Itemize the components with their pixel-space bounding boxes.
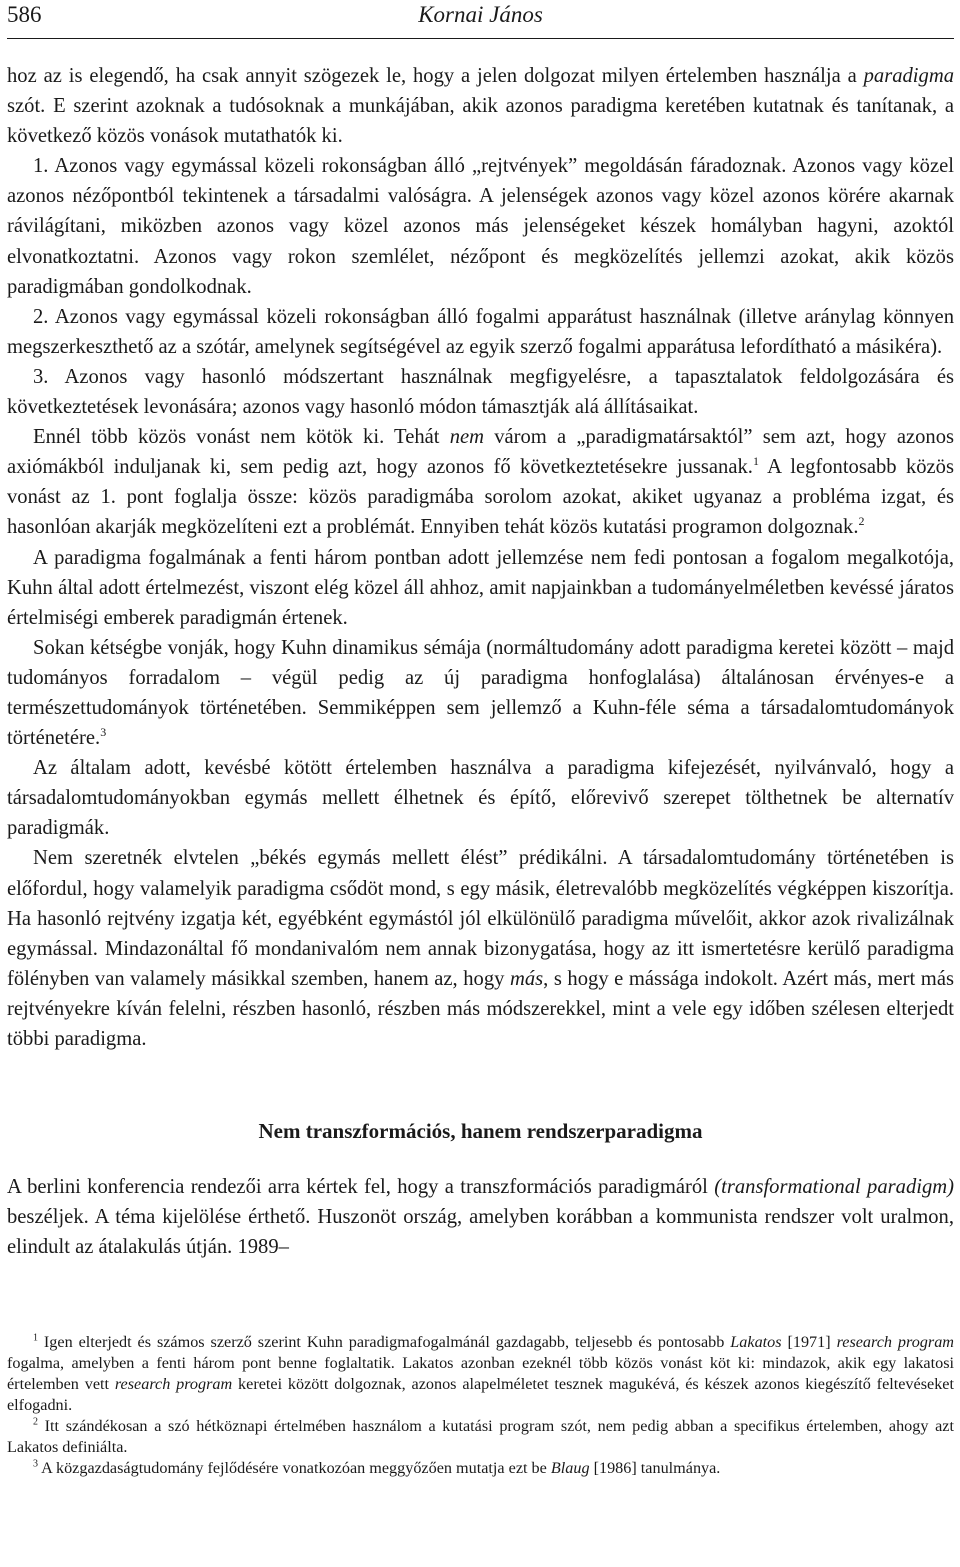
footnote-ref: 1 xyxy=(752,454,759,469)
text-run: Igen elterjedt és számos szerző szerint Kuhn paradigmafogalmánál gazdagabb, teljesebb és pontosabb xyxy=(38,1333,731,1352)
paragraph xyxy=(7,753,954,843)
text-run: keretei között dolgoznak, azonos alapelméletet tesznek magukévá, és készek azonos kiegészítő feltevéseket elfogadni. xyxy=(7,1375,954,1415)
text-run: 2. Azonos vagy egymással közeli rokonságban álló fogalmi apparátust használnak (illetve aránylag könnyen megszerkeszthető az a szótár, amelynek segítségével az egyik szerző fogalmi apparátusa lefordítható a másikéra). xyxy=(7,305,954,358)
italic-text: paradigma xyxy=(863,65,954,87)
paragraph xyxy=(7,633,954,753)
paragraph xyxy=(7,151,954,301)
text-run: hoz az is elegendő, ha csak annyit szögezek le, hogy a jelen dolgozat milyen értelemben használja a xyxy=(7,65,864,87)
footnotes xyxy=(7,1332,954,1479)
text-run: szót. E szerint azoknak a tudósoknak a munkájában, akik azonos paradigma keretében kutatnak és tanítanak, a következő közös vonások mutathatók ki. xyxy=(7,95,954,148)
text-run: A berlini konferencia rendezői arra kértek fel, hogy a transzformációs paradigmáról xyxy=(7,1176,715,1199)
page xyxy=(7,0,954,1479)
text-run: fogalma, amelyben a fenti három pont benne foglaltatik. Lakatos azonban ezeknél több közös vonást köt ki: mindazok, akik egy lakatosi értelemben vett xyxy=(7,1354,954,1394)
text-run: A paradigma fogalmának a fenti három pontban adott jellemzése nem fedi pontosan a fogalom megalkotója, Kuhn által adott értelmezést, viszont elég közel áll ahhoz, amit napjainkban a tudományelméletben kevéssé járatos értelmiségi emberek paradigmán értenek. xyxy=(7,546,954,629)
paragraph xyxy=(7,543,954,633)
text-run: [1971] xyxy=(781,1333,837,1352)
paragraph xyxy=(7,843,954,1054)
italic-text: research program xyxy=(836,1333,954,1352)
running-title: Kornai János xyxy=(418,2,543,27)
paragraph xyxy=(7,61,954,151)
text-run: Nem szeretnék elvtelen „békés egymás mellett élést” prédikálni. A társadalomtudomány történetében is előfordul, hogy valamelyik paradigma csődöt mond, s egy másik, életrevalóbb megközelítés végképpen kiszorítja. Ha hasonló rejtvény izgatja két, egyébként egymástól jól elkülönülő paradigma művelőit, akkor azok rivalizálnak egymással. Mindazonáltal fő mondanivalóm nem annak bizonygatása, hogy az itt ismertetésre kerülő paradigma fölényben van valamely másikkal szemben, hanem az, hogy xyxy=(7,847,954,990)
paragraph xyxy=(7,362,954,422)
italic-text: más xyxy=(509,967,544,990)
footnote xyxy=(7,1416,954,1458)
page-header xyxy=(7,0,954,39)
footnote xyxy=(7,1332,954,1416)
body-paragraphs xyxy=(7,61,954,1054)
page-number: 586 xyxy=(7,2,42,27)
italic-text: research program xyxy=(114,1375,233,1394)
paragraph xyxy=(7,1172,954,1262)
section-heading: Nem transzformációs, hanem rendszerparadigma xyxy=(258,1119,703,1144)
footnote xyxy=(7,1458,954,1479)
footnote-ref: 2 xyxy=(858,514,865,529)
text-run: Az általam adott, kevésbé kötött értelemben használva a paradigma kifejezését, nyilvánvaló, hogy a társadalomtudományokban egymás mellett élhetnek és építő, előrevivő szerepet tölthetnek be alternatív paradigmák. xyxy=(7,757,954,840)
italic-text: Blaug xyxy=(550,1459,590,1478)
text-run: beszéljek. A téma kijelölése érthető. Huszonöt ország, amelyben korábban a kommunista rendszer volt uralmon, elindult az átalakulás útján. 1989– xyxy=(7,1206,954,1259)
text-run: Sokan kétségbe vonják, hogy Kuhn dinamikus sémája (normáltudomány adott paradigma keretei között – majd tudományos forradalom – végül pedig az új paradigma honfoglalása) általánosan érvényes-e a természettudományok történetében. Semmiképpen sem jellemző a Kuhn-féle séma a társadalomtudományok történetére. xyxy=(7,636,954,750)
italic-text: (transformational paradigm) xyxy=(714,1176,954,1199)
paragraph xyxy=(7,302,954,362)
footnote-ref: 3 xyxy=(100,725,107,740)
italic-text: nem xyxy=(449,426,485,449)
footnote-ref: 2 xyxy=(33,1416,38,1428)
text-run: Itt szándékosan a szó hétköznapi értelmében használom a kutatási program szót, nem pedig abban a specifikus értelemben, ahogy azt Lakatos definiálta. xyxy=(7,1417,954,1457)
text-run: , s hogy e mássága indokolt. Azért más, mert más rejtvényekre kíván felelni, részben hasonló, részben más módszerekkel, mint a vele egy időben szélesen elterjedt többi paradigma. xyxy=(7,967,954,1050)
text-run: A legfontosabb közös vonást az 1. pont foglalja össze: közös paradigmába sorolom azokat, akiket ugyanaz a probléma izgat, és hasonlóan akarják megközelíteni ezt a problémát. Ennyiben tehát közös kutatási programon dolgoznak. xyxy=(7,456,954,539)
footnote-ref: 1 xyxy=(33,1332,38,1344)
text-run: 1. Azonos vagy egymással közeli rokonságban álló „rejtvények” megoldásán fáradoznak. Azonos vagy közel azonos nézőpontból tekintenek a társadalmi valóságra. A jelenségek azonos vagy közel azonos körére akarnak rávilágítani, miközben azonos vagy közel azonos más jelenségeket készek homályban hagyni, azoktól elvonatkoztatni. Azonos vagy rokon szemlélet, nézőpont és megközelítés jellemzi azokat, akik közös paradigmában gondolkodnak. xyxy=(7,155,954,298)
text-run: Ennél több közös vonást nem kötök ki. Tehát xyxy=(33,426,450,449)
text-run: 3. Azonos vagy hasonló módszertant használnak megfigyelésre, a tapasztalatok feldolgozására és következtetések levonására; azonos vagy hasonló módon támasztják alá állításaikat. xyxy=(7,365,954,419)
body-paragraphs-2 xyxy=(7,1172,954,1262)
footnote-ref: 3 xyxy=(33,1458,38,1470)
body-text xyxy=(7,61,954,1262)
text-run: várom a „paradigmatársaktól” sem azt, hogy azonos axiómákból induljanak ki, sem pedig azt, hogy azonos fő következtetésekre jussanak. xyxy=(7,426,954,479)
italic-text: Lakatos xyxy=(730,1333,782,1352)
text-run: [1986] tanulmánya. xyxy=(589,1459,721,1478)
text-run: A közgazdaságtudomány fejlődésére vonatkozóan meggyőzően mutatja ezt be xyxy=(38,1459,551,1478)
paragraph xyxy=(7,422,954,542)
